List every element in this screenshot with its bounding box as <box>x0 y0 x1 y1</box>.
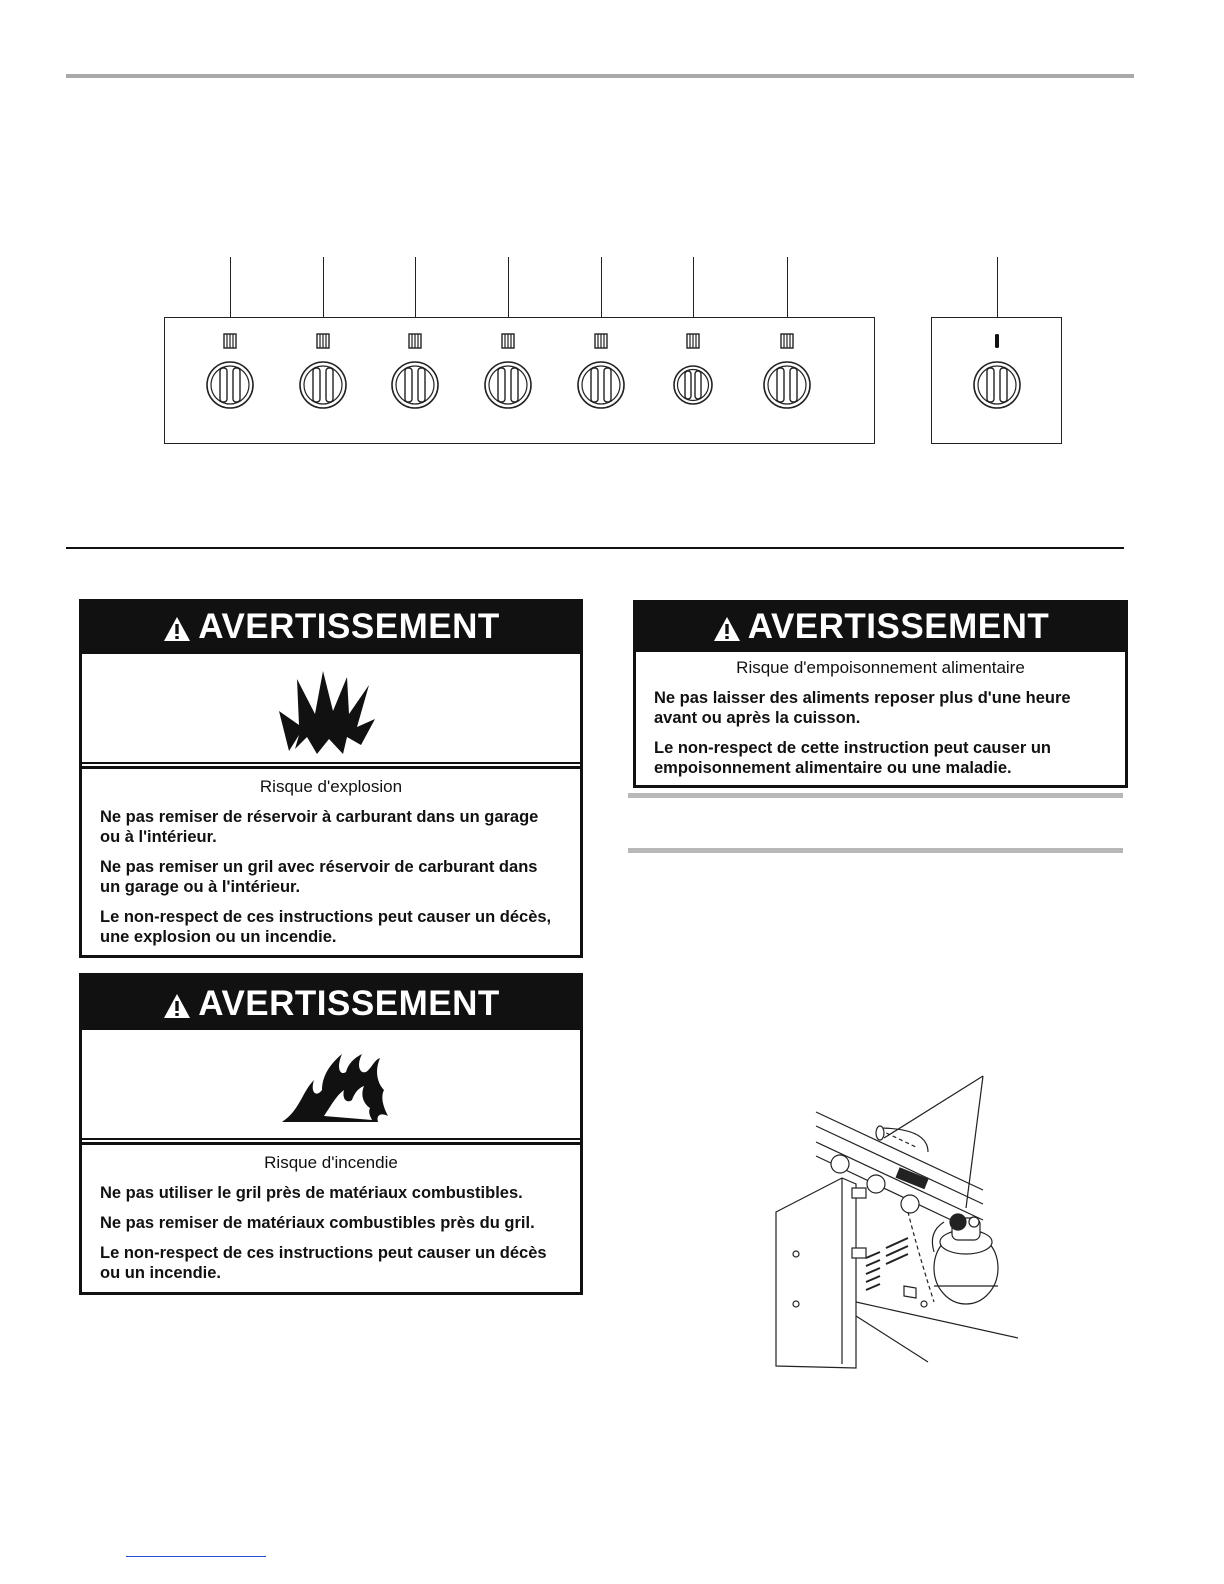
warning-line: Ne pas remiser de réservoir à carburant dans un garage ou à l'intérieur. <box>100 808 539 846</box>
burner-knob <box>578 362 624 408</box>
warning-line: Ne pas remiser un gril avec réservoir de carburant dans un garage ou à l'intérieur. <box>100 858 538 896</box>
section-rule <box>66 547 1124 549</box>
warning-line: Ne pas laisser des aliments reposer plus d'une heure avant ou après la cuisson. <box>654 689 1071 727</box>
warning-title: Risque d'explosion <box>259 777 403 796</box>
warning-line: Le non-respect de ces instructions peut causer un décès ou un incendie. <box>100 1244 547 1282</box>
warning-icon-area <box>82 1028 580 1140</box>
warning-title: Risque d'incendie <box>264 1153 398 1172</box>
section-rule-gray <box>628 848 1123 853</box>
warning-header: AVERTISSEMENT <box>82 976 580 1028</box>
footer-link-underline[interactable] <box>126 1556 266 1557</box>
grill-tank-illustration <box>768 1072 1028 1372</box>
indicator-light <box>595 334 607 348</box>
burner-knob <box>674 366 712 404</box>
warning-body <box>82 1142 580 1293</box>
warning-triangle-icon <box>162 615 192 643</box>
warning-header: AVERTISSEMENT <box>82 602 580 652</box>
warning-body <box>82 766 580 957</box>
warning-box-fire <box>79 973 583 1295</box>
burner-knob <box>764 362 810 408</box>
indicator-light <box>409 334 421 348</box>
knobs-layer <box>0 0 1224 460</box>
warning-line: Ne pas remiser de matériaux combustibles près du gril. <box>100 1214 535 1232</box>
explosion-icon <box>277 659 377 757</box>
warning-box-explosion <box>79 599 583 958</box>
warning-title: Risque d'empoisonnement alimentaire <box>736 658 1025 677</box>
indicator-light <box>317 334 329 348</box>
section-rule-gray <box>628 793 1123 798</box>
burner-knob <box>207 362 253 408</box>
burner-knob <box>392 362 438 408</box>
warning-line: Ne pas utiliser le gril près de matériaux combustibles. <box>100 1184 523 1202</box>
burner-knob <box>485 362 531 408</box>
side-burner-knob <box>974 362 1020 408</box>
warning-icon-area <box>82 652 580 764</box>
fire-icon <box>280 1046 390 1126</box>
indicator-light <box>502 334 514 348</box>
warning-line: Le non-respect de ces instructions peut causer un décès, une explosion ou un incendie. <box>100 908 552 946</box>
warning-triangle-icon <box>162 992 192 1020</box>
warning-header: AVERTISSEMENT <box>636 603 1125 649</box>
indicator-light <box>687 334 699 348</box>
indicator-light-slim <box>995 334 999 348</box>
indicator-light <box>781 334 793 348</box>
warning-box-food-poisoning <box>633 600 1128 788</box>
indicator-light <box>224 334 236 348</box>
warning-body <box>636 649 1125 788</box>
burner-knob <box>300 362 346 408</box>
warning-line: Le non-respect de cette instruction peut causer un empoisonnement alimentaire ou une maladie. <box>654 739 1051 777</box>
warning-triangle-icon <box>712 615 742 643</box>
